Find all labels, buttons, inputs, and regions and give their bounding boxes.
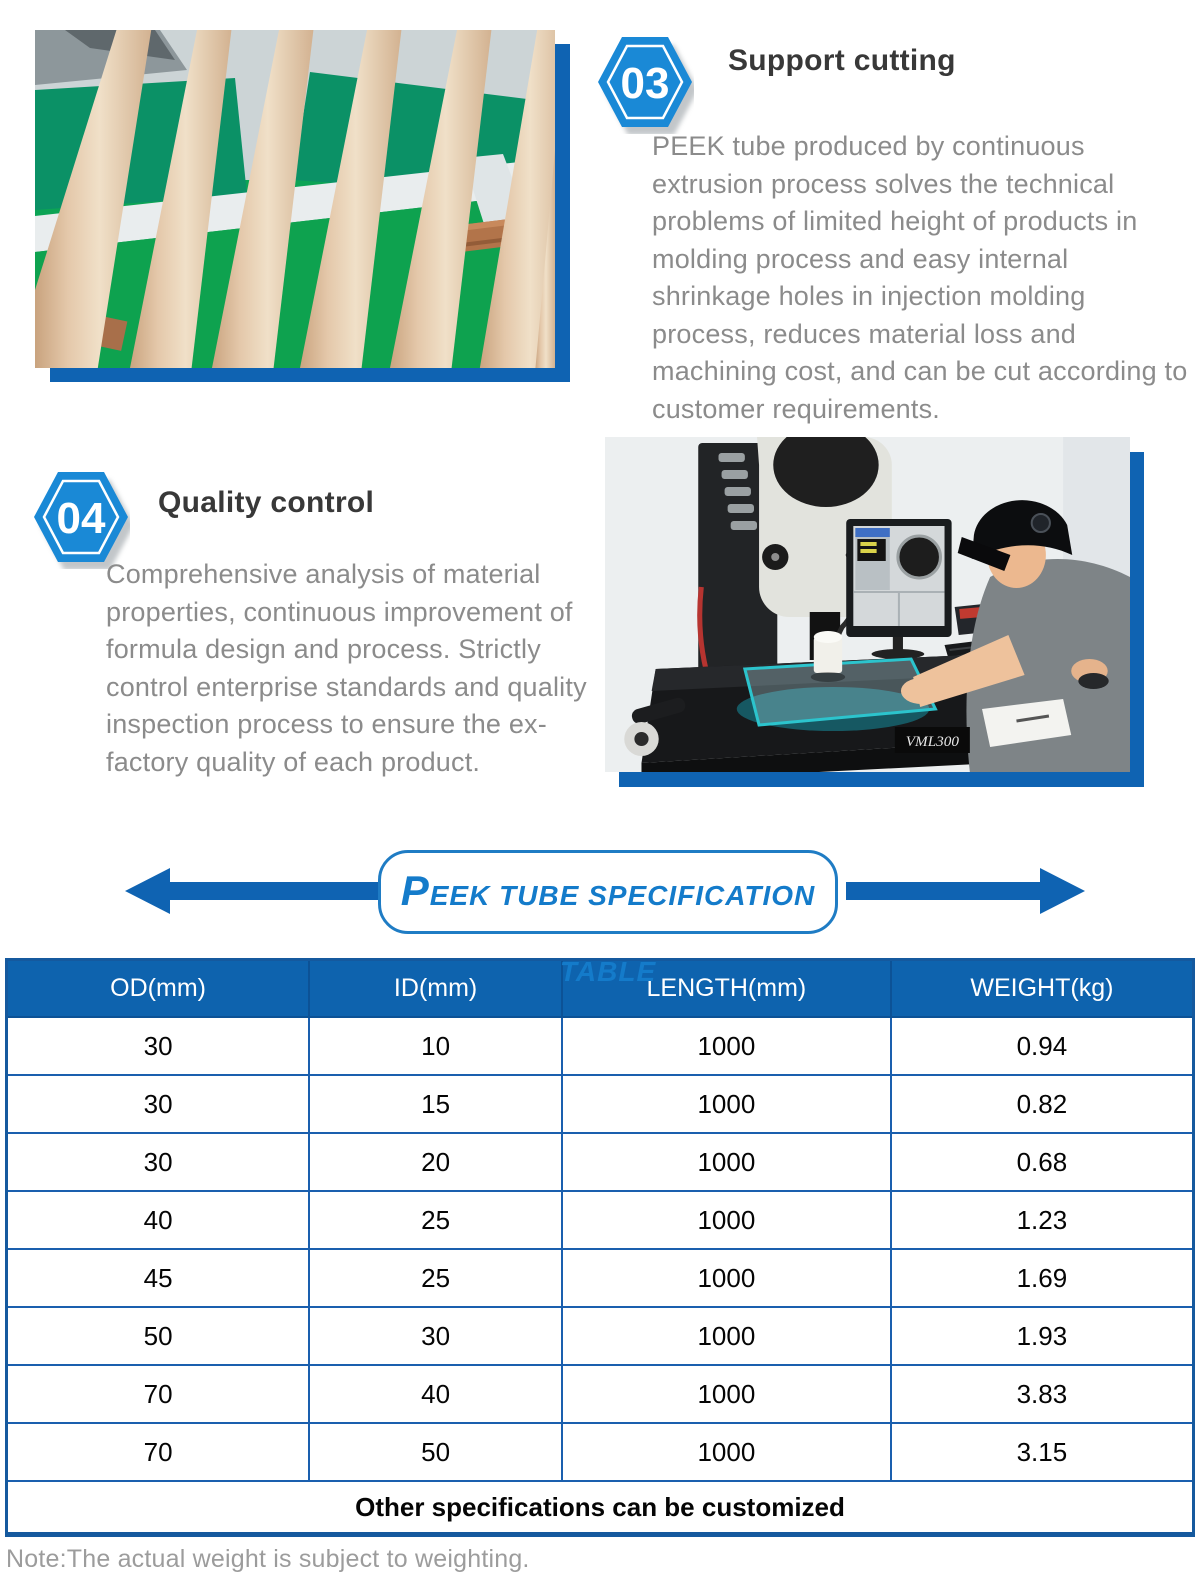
spec-cell: 10 <box>309 1017 562 1075</box>
spec-cell: 0.82 <box>891 1075 1194 1133</box>
spec-cell: 40 <box>7 1191 310 1249</box>
spec-cell: 0.68 <box>891 1133 1194 1191</box>
spec-table-footer-row <box>7 1481 1194 1535</box>
spec-cell: 25 <box>309 1249 562 1307</box>
spec-table-row <box>7 1307 1194 1365</box>
section-title-quality-control: Quality control <box>158 486 375 519</box>
spec-table-row <box>7 1133 1194 1191</box>
step-number: 03 <box>620 59 670 108</box>
spec-column-header: ID(mm) <box>309 960 562 1018</box>
quality-inspection-illustration <box>605 437 1130 772</box>
spec-cell: 15 <box>309 1075 562 1133</box>
spec-table-banner-label: PEEK TUBE SPECIFICATION TABLE <box>400 867 816 987</box>
step-badge-04 <box>32 465 130 569</box>
spec-table <box>5 958 1195 1537</box>
step-badge-03 <box>596 30 694 134</box>
spec-cell: 50 <box>309 1423 562 1481</box>
spec-cell: 50 <box>7 1307 310 1365</box>
peek-tubes-photo <box>35 30 555 368</box>
section-title-support-cutting: Support cutting <box>728 44 956 77</box>
spec-cell: 70 <box>7 1365 310 1423</box>
machine-model-label: VML300 <box>905 734 959 750</box>
spec-cell: 0.94 <box>891 1017 1194 1075</box>
spec-table-banner <box>378 850 838 987</box>
arrow-left-icon <box>125 868 382 914</box>
spec-cell: 3.83 <box>891 1365 1194 1423</box>
spec-cell: 40 <box>309 1365 562 1423</box>
spec-cell: 1.69 <box>891 1249 1194 1307</box>
spec-cell: 1000 <box>562 1133 891 1191</box>
hexagon-badge-icon <box>596 30 694 134</box>
spec-cell: 20 <box>309 1133 562 1191</box>
spec-column-header: LENGTH(mm) <box>562 960 891 1018</box>
spec-cell: 45 <box>7 1249 310 1307</box>
spec-cell: 25 <box>309 1191 562 1249</box>
spec-cell: 1.23 <box>891 1191 1194 1249</box>
spec-column-header: WEIGHT(kg) <box>891 960 1194 1018</box>
spec-table-body <box>7 1017 1194 1481</box>
quality-inspection-photo <box>605 437 1130 772</box>
spec-column-header: OD(mm) <box>7 960 310 1018</box>
spec-table-row <box>7 1365 1194 1423</box>
spec-table-row <box>7 1017 1194 1075</box>
quality-control-paragraph: Comprehensive analysis of material properties, continuous improvement of formula design and process. Strictly control enterprise standards and quality inspection process to ensure the ex-factory quality of each product. <box>106 559 587 777</box>
spec-cell: 30 <box>7 1075 310 1133</box>
spec-cell: 1.93 <box>891 1307 1194 1365</box>
spec-cell: 30 <box>309 1307 562 1365</box>
spec-table-row <box>7 1423 1194 1481</box>
arrow-right-icon <box>846 868 1085 914</box>
spec-cell: 30 <box>7 1017 310 1075</box>
spec-cell: 1000 <box>562 1423 891 1481</box>
spec-cell: 70 <box>7 1423 310 1481</box>
spec-table-footer-note: Other specifications can be customized <box>7 1481 1194 1535</box>
weight-note: Note:The actual weight is subject to weighting. <box>6 1545 530 1573</box>
step-number: 04 <box>56 494 106 543</box>
spec-cell: 1000 <box>562 1249 891 1307</box>
spec-cell: 1000 <box>562 1365 891 1423</box>
spec-cell: 1000 <box>562 1307 891 1365</box>
spec-table-row <box>7 1075 1194 1133</box>
spec-table-row <box>7 1249 1194 1307</box>
peek-tubes-illustration <box>35 30 555 368</box>
spec-cell: 1000 <box>562 1191 891 1249</box>
hexagon-badge-icon <box>32 465 130 569</box>
spec-cell: 1000 <box>562 1017 891 1075</box>
spec-table-row <box>7 1191 1194 1249</box>
spec-cell: 30 <box>7 1133 310 1191</box>
support-cutting-paragraph: PEEK tube produced by continuous extrusion process solves the technical problems of limited height of products in molding process and easy internal shrinkage holes in injection molding process, reduces material loss and machining cost, and can be cut according to customer requirements. <box>652 131 1188 424</box>
spec-cell: 3.15 <box>891 1423 1194 1481</box>
spec-cell: 1000 <box>562 1075 891 1133</box>
